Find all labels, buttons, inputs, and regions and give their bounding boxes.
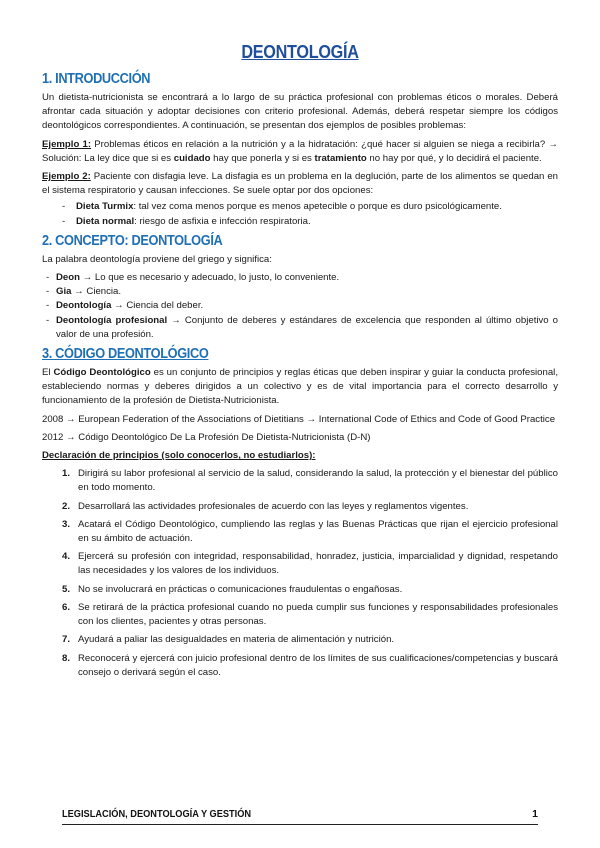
diet-options-list: [42, 200, 558, 228]
section-heading-concepto: 2. CONCEPTO: DEONTOLOGÍA: [42, 232, 223, 249]
example-2-label: Ejemplo 2:: [42, 171, 91, 183]
document-page: [42, 42, 558, 684]
list-item: 8. Reconocerá y ejercerá con juicio profesional dentro de los límites de sus cualificaciones/competencias y buscará consejo o derivará según el caso.: [62, 652, 558, 678]
list-item: 2. Desarrollará las actividades profesionales de acuerdo con las leyes y reglamentos vigentes.: [62, 500, 469, 512]
code-2008: 2008 → European Federation of the Associations of Dietitians → International Code of Ethics and Code of Good Practice: [42, 413, 556, 425]
example-1-label: Ejemplo 1:: [42, 138, 92, 150]
principles-list: [42, 467, 558, 680]
list-item: - Deon → Lo que es necesario y adecuado, lo justo, lo conveniente.: [46, 271, 558, 285]
declaration-heading: Declaración de principios (solo conocerlos, no estudiarlos):: [42, 450, 316, 462]
concept-intro: La palabra deontología proviene del griego y significa:: [42, 253, 272, 265]
list-item: - Dieta Turmix: tal vez coma menos porque es menos apetecible o porque es duro psicológicamente.: [62, 200, 558, 214]
list-item: 1. Dirigirá su labor profesional al servicio de la salud, considerando la salud, la protección y el bienestar del público en todo momento.: [62, 468, 558, 494]
page-footer: [62, 808, 538, 825]
section-heading-introduccion: 1. INTRODUCCIÓN: [42, 71, 151, 87]
example-2: Ejemplo 2: Paciente con disfagia leve. La disfagia es un problema en la deglución, parte de los alimentos se quedan en el sistema respiratorio y causan infecciones. Se suele optar por dos opciones:: [42, 171, 558, 197]
intro-paragraph: Un dietista-nutricionista se encontrará a lo largo de su práctica profesional con problemas éticos o morales. Deberá afrontar cada situación y adoptar decisiones con criterio profesional. Además, deberá respetar siempre los códigos deontológicos correspondientes. A continuación, se presentan dos ejemplos de posibles problemas:: [42, 92, 558, 132]
list-item: 5. No se involucrará en prácticas o comunicaciones fraudulentas o engañosas.: [62, 583, 403, 595]
code-paragraph: El Código Deontológico es un conjunto de principios y reglas éticas que deben inspirar y guiar la conducta profesional, estableciendo normas y deberes dirigidos a un colectivo y es de vital importancia para el correcto desarrollo y funcionamiento de la profesión de Dietista-Nutricionista.: [42, 367, 558, 407]
page-number: 1: [532, 808, 538, 820]
page-title: DEONTOLOGÍA: [241, 42, 359, 62]
list-item: 4. Ejercerá su profesión con integridad, responsabilidad, honradez, justicia, imparcialidad y dignidad, respetando las necesidades y los valores de los individuos.: [62, 551, 558, 577]
concept-list: [42, 271, 558, 342]
list-item: - Deontología → Ciencia del deber.: [46, 299, 558, 313]
list-item: - Deontología profesional → Conjunto de deberes y estándares de excelencia que responden al último objetivo o valor de una profesión.: [46, 314, 558, 342]
code-2012: 2012 → Código Deontológico De La Profesión De Dietista-Nutricionista (D-N): [42, 431, 371, 443]
footer-course-title: LEGISLACIÓN, DEONTOLOGÍA Y GESTIÓN: [62, 808, 252, 820]
list-item: - Dieta normal: riesgo de asfixia e infección respiratoria.: [62, 215, 558, 229]
list-item: 3. Acatará el Código Deontológico, cumpliendo las reglas y las Buenas Prácticas que rijan el ejercicio profesional en su ámbito de actuación.: [62, 518, 558, 545]
list-item: 6. Se retirará de la práctica profesional cuando no pueda cumplir sus funciones y responsabilidades profesionales con los clientes, pacientes y otras personas.: [62, 601, 558, 628]
list-item: - Gia → Ciencia.: [46, 285, 558, 299]
section-heading-codigo: 3. CÓDIGO DEONTOLÓGICO: [42, 346, 209, 363]
list-item: 7. Ayudará a paliar las desigualdades en materia de alimentación y nutrición.: [62, 634, 395, 646]
example-1: Ejemplo 1: Problemas éticos en relación a la nutrición y a la hidratación: ¿qué hacer si alguien se niega a recibirla? → Solución: La ley dice que si es cuidado hay que ponerla y si es tratamiento no hay por qué, y lo decidirá el paciente.: [42, 138, 558, 164]
